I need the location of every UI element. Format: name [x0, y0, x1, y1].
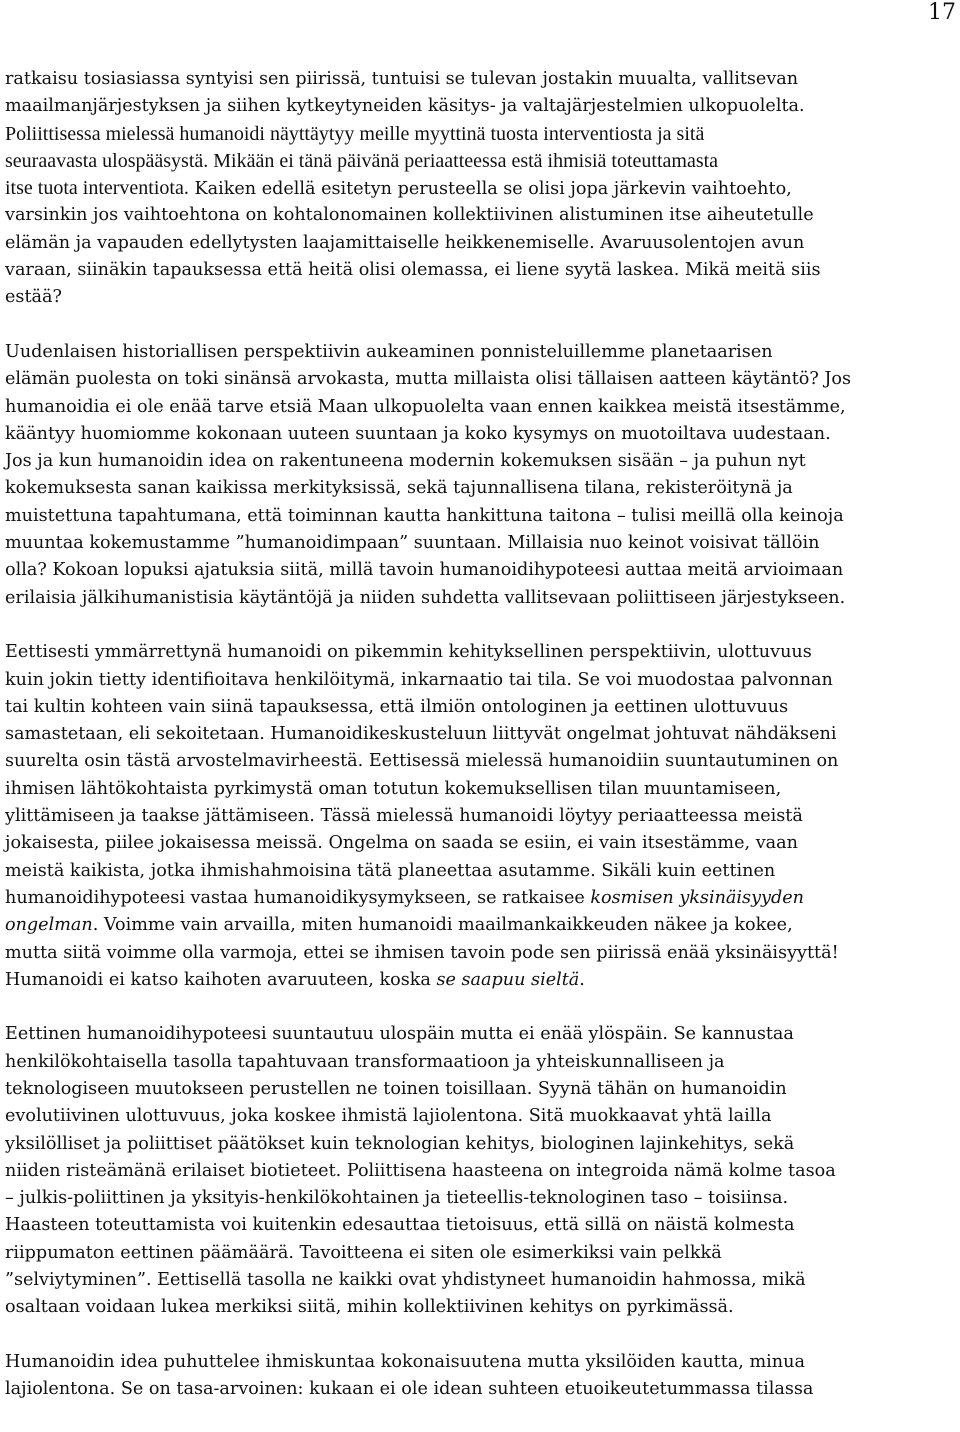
text-line: muuntaa kokemustamme ”humanoidimpaan” suuntaan. Millaisia nuo keinot voisivat tällöin [5, 533, 820, 554]
italic-phrase: kosmisen yksinäisyyden [590, 887, 804, 908]
text-line: Humanoidin idea puhuttelee ihmiskuntaa kokonaisuutena mutta yksilöiden kautta, minua [5, 1351, 805, 1372]
text-line: varaan, siinäkin tapauksessa että heitä olisi olemassa, ei liene syytä laskea. Mikä meitä siis [5, 260, 821, 281]
text-line: Haasteen toteuttamista voi kuitenkin edesauttaa tietoisuus, että sillä on näistä kolmesta [5, 1215, 795, 1236]
text-line [5, 885, 955, 912]
text-segment: . [579, 969, 585, 990]
text-line: kokemuksesta sanan kaikissa merkityksissä, sekä tajunnallisena tilana, rekisteröitynä ja [5, 478, 793, 499]
text-line: Eettisesti ymmärrettynä humanoidi on pikemmin kehityksellinen perspektiivin, ulottuvuus [5, 642, 812, 663]
text-line: muistettuna tapahtumana, että toiminnan kautta hankittuna taitona – tulisi meillä olla keinoja [5, 505, 844, 526]
text-segment: itse tuota interventiota. [5, 177, 189, 200]
text-segment: . Voimme vain arvailla, miten humanoidi maailmankaikkeuden näkee ja kokee, [92, 915, 793, 936]
text-line: suurelta osin tästä arvostelmavirheestä. Eettisessä mielessä humanoidiin suuntautuminen on [5, 751, 839, 772]
text-line: erilaisia jälkihumanistisia käytäntöjä ja niiden suhdetta vallitsevaan poliittiseen järjestykseen. [5, 587, 846, 608]
paragraph-gap [5, 994, 955, 1021]
text-line: elämän puolesta on toki sinänsä arvokasta, mutta millaista olisi tällaisen aatteen käytäntö? Jos [5, 369, 852, 390]
text-line: jokaisesta, piilee jokaisessa meissä. Ongelma on saada se esiin, ei vain itsestämme, vaan [5, 833, 798, 854]
text-line: ”selviytyminen”. Eettisellä tasolla ne kaikki ovat yhdistyneet humanoidin hahmossa, mikä [5, 1270, 806, 1291]
text-line: lajiolentona. Se on tasa-arvoinen: kukaan ei ole idean suhteen etuoikeutetummassa tilassa [5, 1379, 814, 1400]
text-line: Uudenlaisen historiallisen perspektiivin aukeaminen ponnisteluillemme planetaarisen [5, 341, 773, 362]
text-line: henkilökohtaisella tasolla tapahtuvaan transformaatioon ja yhteiskunnalliseen ja [5, 1051, 725, 1072]
italic-phrase: se saapuu sieltä [436, 969, 580, 990]
text-segment: Humanoidi ei katso kaihoten avaruuteen, koska [5, 969, 431, 990]
text-line: olla? Kokoan lopuksi ajatuksia siitä, millä tavoin humanoidihypoteesi auttaa meitä arvioimaan [5, 560, 844, 581]
text-line: seuraavasta ulospääsystä. Mikään ei tänä päivänä periaatteessa estä ihmisiä toteuttamasta [5, 149, 719, 172]
text-line: kääntyy huomiomme kokonaan uuteen suuntaan ja koko kysymys on muotoiltava uudestaan. [5, 423, 831, 444]
text-line: tai kultin kohteen vain siinä tapauksessa, että ilmiön ontologinen ja eettinen ulottuvuus [5, 696, 789, 717]
text-line: Eettinen humanoidihypoteesi suuntautuu ulospäin mutta ei enää ylöspäin. Se kannustaa [5, 1024, 794, 1045]
text-line: kuin jokin tietty identifioitava henkilöitymä, inkarnaatio tai tila. Se voi muodostaa palvonnan [5, 669, 833, 690]
text-line: teknologiseen muutokseen perustellen ne toinen toisillaan. Syynä tähän on humanoidin [5, 1078, 787, 1099]
text-line: humanoidia ei ole enää tarve etsiä Maan ulkopuolelta vaan ennen kaikkea meistä itsestämme, [5, 396, 846, 417]
text-line [5, 912, 955, 939]
paragraph-5 [5, 1349, 955, 1404]
text-line: riippumaton eettinen päämäärä. Tavoitteena ei siten ole esimerkiksi vain pelkkä [5, 1242, 722, 1263]
paragraph-gap [5, 1322, 955, 1349]
paragraph-gap [5, 312, 955, 339]
text-segment: Kaiken edellä esitetyn perusteella se olisi jopa järkevin vaihtoehto, [194, 179, 792, 200]
text-segment: humanoidihypoteesi vastaa humanoidikysymykseen, se ratkaisee [5, 887, 585, 908]
text-line: varsinkin jos vaihtoehtona on kohtalonomainen kollektiivinen alistuminen itse aiheutetulle [5, 205, 814, 226]
text-line: Jos ja kun humanoidin idea on rakentuneena modernin kokemuksen sisään – ja puhun nyt [5, 451, 806, 472]
paragraph-gap [5, 612, 955, 639]
text-line [5, 967, 955, 994]
document-body [5, 66, 955, 1404]
text-line: samastetaan, eli sekoitetaan. Humanoidikeskusteluun liittyvät ongelmat johtuvat nähdäkseni [5, 724, 837, 745]
paragraph-1 [5, 66, 955, 312]
text-line: yksilölliset ja poliittiset päätökset kuin teknologian kehitys, biologinen lajinkehitys, sekä [5, 1133, 795, 1154]
paragraph-4 [5, 1021, 955, 1321]
text-line: evolutiivinen ulottuvuus, joka koskee ihmistä lajiolentona. Sitä muokkaavat yhtä lailla [5, 1106, 772, 1127]
text-line: maailmanjärjestyksen ja siihen kytkeytyneiden käsitys- ja valtajärjestelmien ulkopuolelta. [5, 96, 805, 117]
text-line: – julkis-poliittinen ja yksityis-henkilökohtainen ja tieteellis-teknologinen taso – toisiinsa. [5, 1188, 789, 1209]
paragraph-2 [5, 339, 955, 612]
text-line: ihmisen lähtökohtaista pyrkimystä oman totutun kokemuksellisen tilan muuntamiseen, [5, 778, 782, 799]
text-line: niiden risteämänä erilaiset biotieteet. Poliittisena haasteena on integroida nämä kolme tasoa [5, 1160, 836, 1181]
italic-phrase: ongelman [5, 915, 93, 936]
text-line: ylittämiseen ja taakse jättämiseen. Tässä mielessä humanoidi löytyy periaatteessa meistä [5, 806, 803, 827]
page-number: 17 [928, 0, 956, 25]
text-line: elämän ja vapauden edellytysten laajamittaiselle heikkenemiselle. Avaruusolentojen avun [5, 232, 805, 253]
text-line: osaltaan voidaan lukea merkiksi siitä, mihin kollektiivinen kehitys on pyrkimässä. [5, 1297, 734, 1318]
text-line: mutta siitä voimme olla varmoja, ettei se ihmisen tavoin pode sen piirissä enää yksinäisyyttä! [5, 942, 839, 963]
text-line: meistä kaikista, jotka ihmishahmoisina tätä planeettaa asutamme. Sikäli kuin eettinen [5, 860, 776, 881]
text-line: Poliittisessa mielessä humanoidi näyttäytyy meille myyttinä tuosta interventiosta ja sitä [5, 122, 705, 145]
text-line: ratkaisu tosiasiassa syntyisi sen piirissä, tuntuisi se tulevan jostakin muualta, vallitsevan [5, 69, 799, 89]
text-line [5, 175, 955, 202]
text-line: estää? [5, 287, 62, 308]
paragraph-3 [5, 639, 955, 994]
